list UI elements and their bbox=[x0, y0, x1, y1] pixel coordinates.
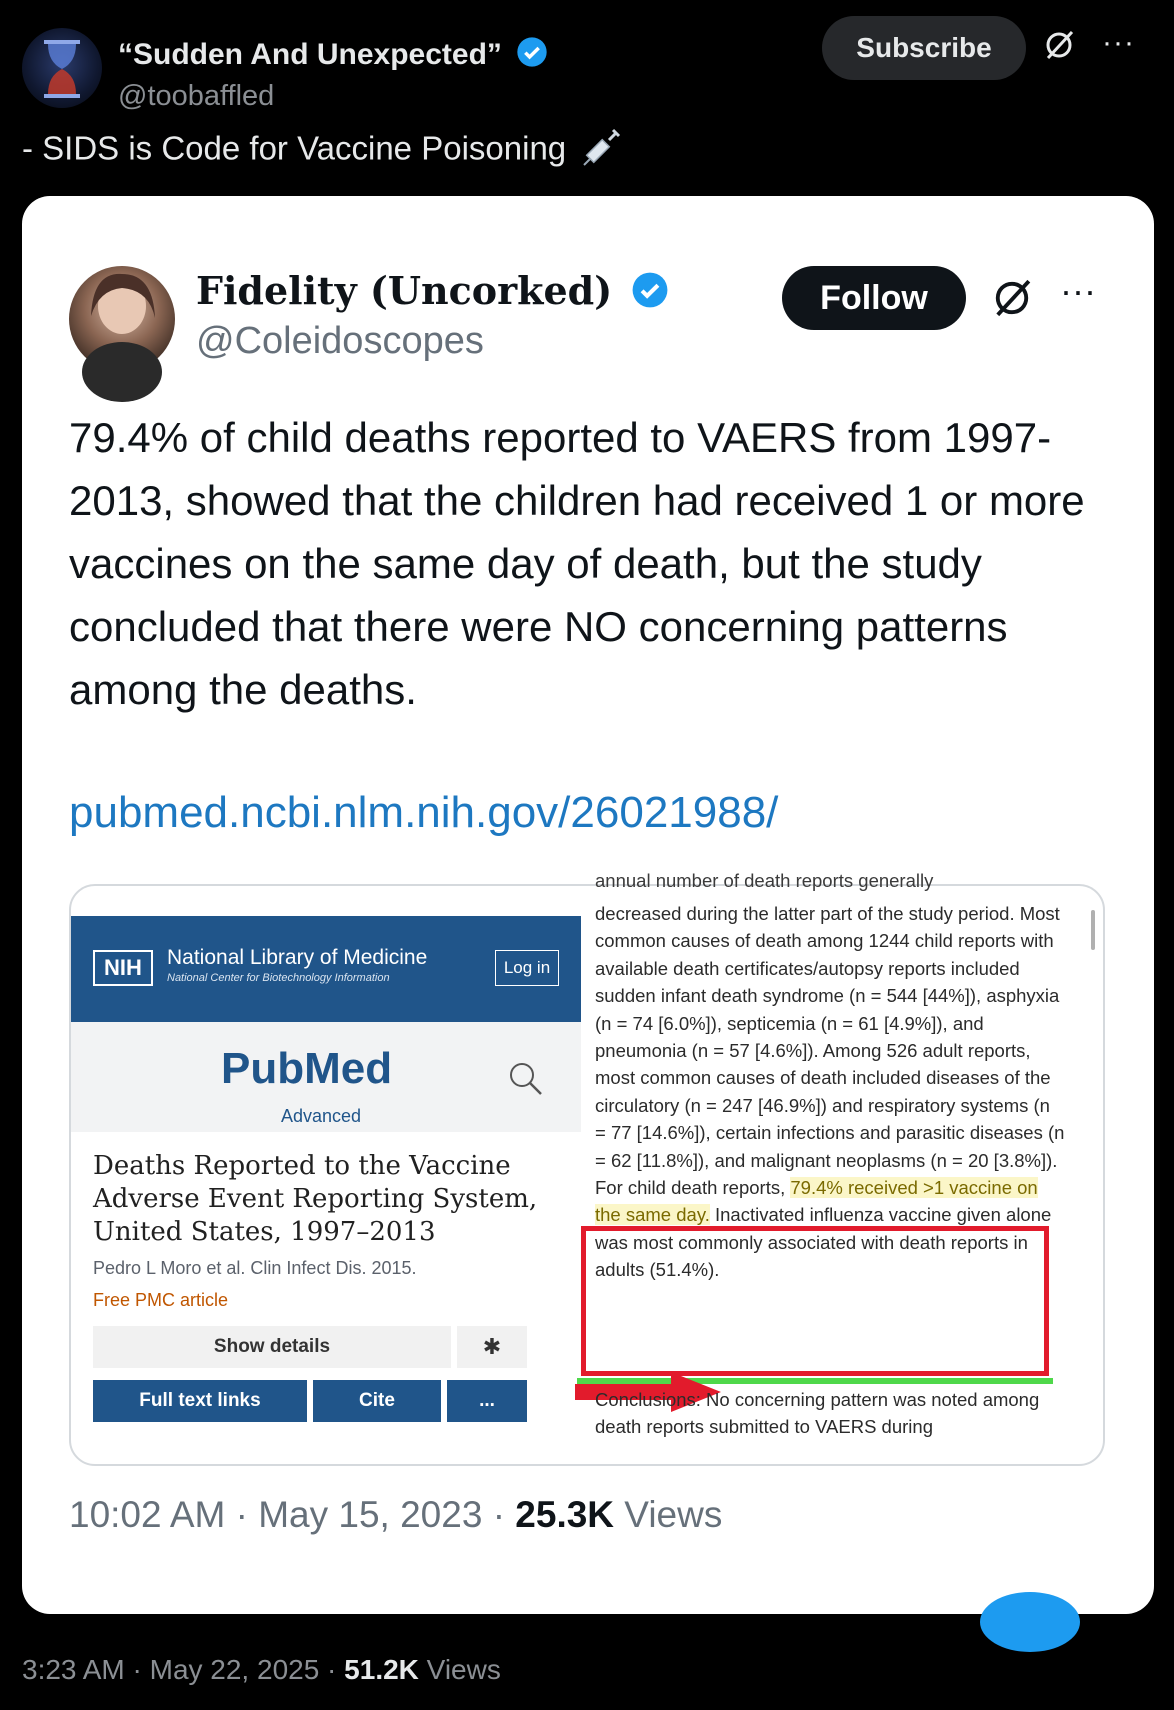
more-actions-button: ... bbox=[447, 1380, 527, 1422]
quoted-author-name: Fidelity (Uncorked) bbox=[196, 268, 669, 318]
search-icon bbox=[507, 1060, 545, 1103]
show-details-button: Show details bbox=[93, 1326, 451, 1368]
pubmed-link: pubmed.ncbi.nlm.nih.gov/26021988/ bbox=[69, 788, 779, 837]
scrollbar bbox=[1091, 910, 1095, 950]
nih-logo: NIH bbox=[93, 950, 153, 986]
quoted-author-handle: @Coleidoscopes bbox=[196, 320, 484, 362]
quoted-tweet-meta: 10:02 AM · May 15, 2023 · 25.3K Views bbox=[69, 1494, 723, 1535]
pubmed-screenshot bbox=[69, 870, 1105, 1466]
follow-button: Follow bbox=[782, 266, 966, 330]
article-title: Deaths Reported to the Vaccine Adverse Event Reporting System, United States, 1997–2013 bbox=[93, 1151, 538, 1247]
author-handle[interactable]: @toobaffled bbox=[118, 80, 275, 112]
annotation-red-box bbox=[581, 1226, 1049, 1376]
verified-badge-icon bbox=[516, 36, 548, 76]
more-options-icon: ··· bbox=[1060, 270, 1096, 311]
abstract-highlight: 79.4% received >1 vaccine on the same day. bbox=[595, 1177, 1038, 1226]
gear-icon: ✱ bbox=[457, 1326, 527, 1368]
quoted-avatar bbox=[69, 266, 175, 372]
nlm-header bbox=[71, 916, 581, 1022]
syringe-icon bbox=[581, 126, 623, 176]
floating-action-button bbox=[980, 1592, 1080, 1652]
pubmed-logo: PubMed bbox=[221, 1044, 393, 1093]
grok-icon[interactable] bbox=[1042, 28, 1076, 67]
pubmed-advanced-link: Advanced bbox=[281, 1106, 362, 1126]
pubmed-logo-area bbox=[71, 1022, 581, 1132]
author-name[interactable]: “Sudden And Unexpected” bbox=[118, 36, 548, 76]
abstract-text: decreased during the latter part of the study period. Most common causes of death among 1244 child reports with available death certificates/autopsy reports included sudden infant death syndrome (n = 544 [44%]), asphyxia (n = 74 [6.0%]), septicemia (n = 61 [4.9%]), and pneumonia (n = 57 [4.6%]). Among 526 adult reports, most common causes of death included diseases of the circulatory (n = 247 [46.9%]) and respiratory systems (n = 77 [14.6%]), certain infections and parasitic diseases (n = 62 [11.8%]), and malignant neoplasms (n = 20 [3.8%]). For child death reports, 79.4% received >1 vaccine on the same day. Inactivated influenza vaccine given alone was most commonly associated with death reports in adults (51.4%). bbox=[595, 903, 1065, 1281]
subscribe-button[interactable]: Subscribe bbox=[822, 16, 1026, 80]
abstract-conclusion: Conclusions: No concerning pattern was noted among death reports submitted to VAERS during bbox=[595, 1389, 1040, 1438]
article-authors: Pedro L Moro et al. Clin Infect Dis. 2015. bbox=[93, 1258, 417, 1278]
full-text-links-button: Full text links bbox=[93, 1380, 307, 1422]
post-meta: 3:23 AM · May 22, 2025 · 51.2K Views bbox=[22, 1654, 501, 1685]
post-text: - SIDS is Code for Vaccine Poisoning bbox=[22, 126, 623, 176]
free-pmc-label: Free PMC article bbox=[93, 1290, 229, 1310]
quoted-tweet-text: 79.4% of child deaths reported to VAERS from 1997-2013, showed that the children had received 1 or more vaccines on the same day of death, but the study concluded that there were NO concerning patterns among the deaths. bbox=[69, 414, 1085, 713]
avatar[interactable] bbox=[22, 28, 102, 108]
abstract-cut-line: annual number of death reports generally bbox=[595, 870, 934, 891]
grok-icon bbox=[990, 276, 1034, 325]
abstract-panel bbox=[595, 870, 1105, 1464]
more-options-icon[interactable]: ··· bbox=[1102, 26, 1135, 59]
hourglass-icon bbox=[38, 38, 86, 100]
login-button: Log in bbox=[495, 950, 559, 986]
nlm-subtitle: National Center for Biotechnology Information bbox=[167, 972, 390, 984]
quoted-tweet-image[interactable] bbox=[22, 196, 1154, 1614]
verified-badge-icon bbox=[631, 271, 669, 318]
cite-button: Cite bbox=[313, 1380, 441, 1422]
nlm-title: National Library of Medicine bbox=[167, 946, 428, 969]
pubmed-article-panel bbox=[71, 886, 595, 1464]
